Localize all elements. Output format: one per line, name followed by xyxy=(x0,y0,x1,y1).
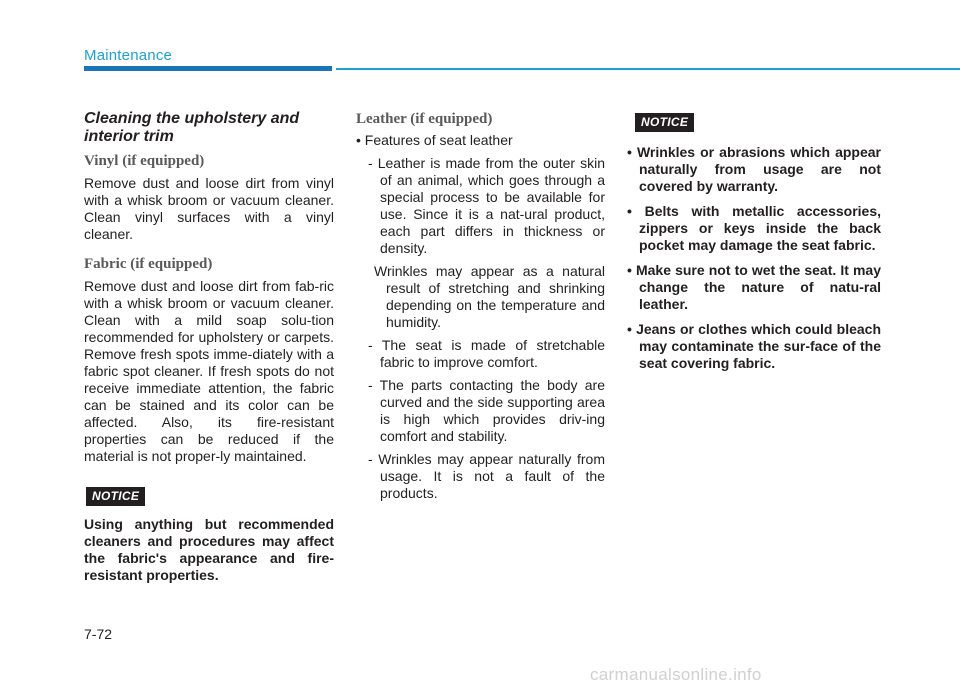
notice-bullet: • Jeans or clothes which could bleach may contaminate the sur-face of the seat covering fabric. xyxy=(627,321,881,372)
notice-wrap xyxy=(86,487,334,506)
column-middle xyxy=(356,110,605,508)
column-right xyxy=(627,113,881,380)
notice-bullet: • Belts with metallic accessories, zippers or keys inside the back pocket may damage the seat fabric. xyxy=(627,203,881,254)
vinyl-text: Remove dust and loose dirt from vinyl with a whisk broom or vacuum cleaner. Clean vinyl surfaces with a vinyl cleaner. xyxy=(84,175,334,242)
header-rule-dark xyxy=(84,66,332,71)
notice-wrap xyxy=(635,113,881,132)
leather-title: Leather (if equipped) xyxy=(356,111,493,127)
fabric-title: Fabric (if equipped) xyxy=(84,256,213,272)
notice-badge: NOTICE xyxy=(86,487,145,506)
leather-item: - The parts contacting the body are curved and the side supporting area is high which provides driv-ing comfort and stability. xyxy=(368,377,605,444)
section-title: Cleaning the upholstery and interior trim xyxy=(84,110,300,145)
leather-bullet: • Features of seat leather xyxy=(356,132,605,149)
column-left xyxy=(84,110,334,596)
leather-item: - The seat is made of stretchable fabric to improve comfort. xyxy=(368,337,605,370)
leather-item: - Leather is made from the outer skin of an animal, which goes through a special process to be available for use. Since it is a nat-ural product, each part differs in thickness or density. xyxy=(368,155,605,256)
vinyl-title: Vinyl (if equipped) xyxy=(84,153,205,169)
header-title: Maintenance xyxy=(84,47,173,64)
notice-text: Using anything but recommended cleaners and procedures may affect the fabric's appearance and fire-resistant properties. xyxy=(84,516,334,583)
notice-bullet: • Make sure not to wet the seat. It may change the nature of natu-ral leather. xyxy=(627,262,881,313)
header-rule-light xyxy=(336,68,960,70)
leather-item: - Wrinkles may appear naturally from usage. It is not a fault of the products. xyxy=(368,451,605,501)
page-number: 7-72 xyxy=(84,626,113,642)
notice-badge: NOTICE xyxy=(635,113,694,132)
notice-bullet: • Wrinkles or abrasions which appear naturally from usage are not covered by warranty. xyxy=(627,144,881,195)
watermark: carmanualsonline.info xyxy=(590,665,762,684)
fabric-text: Remove dust and loose dirt from fab-ric with a whisk broom or vacuum cleaner. Clean with a mild soap solu-tion recommended for upholstery or carpets. Remove fresh spots imme-diately with a fabric spot cleaner. If fresh spots do not receive immediate attention, the fabric can be stained and its color can be affected. Also, its fire-resistant properties can be reduced if the material is not proper-ly maintained. xyxy=(84,278,334,464)
leather-item: Wrinkles may appear as a natural result of stretching and shrinking depending on the temperature and humidity. xyxy=(374,263,605,330)
